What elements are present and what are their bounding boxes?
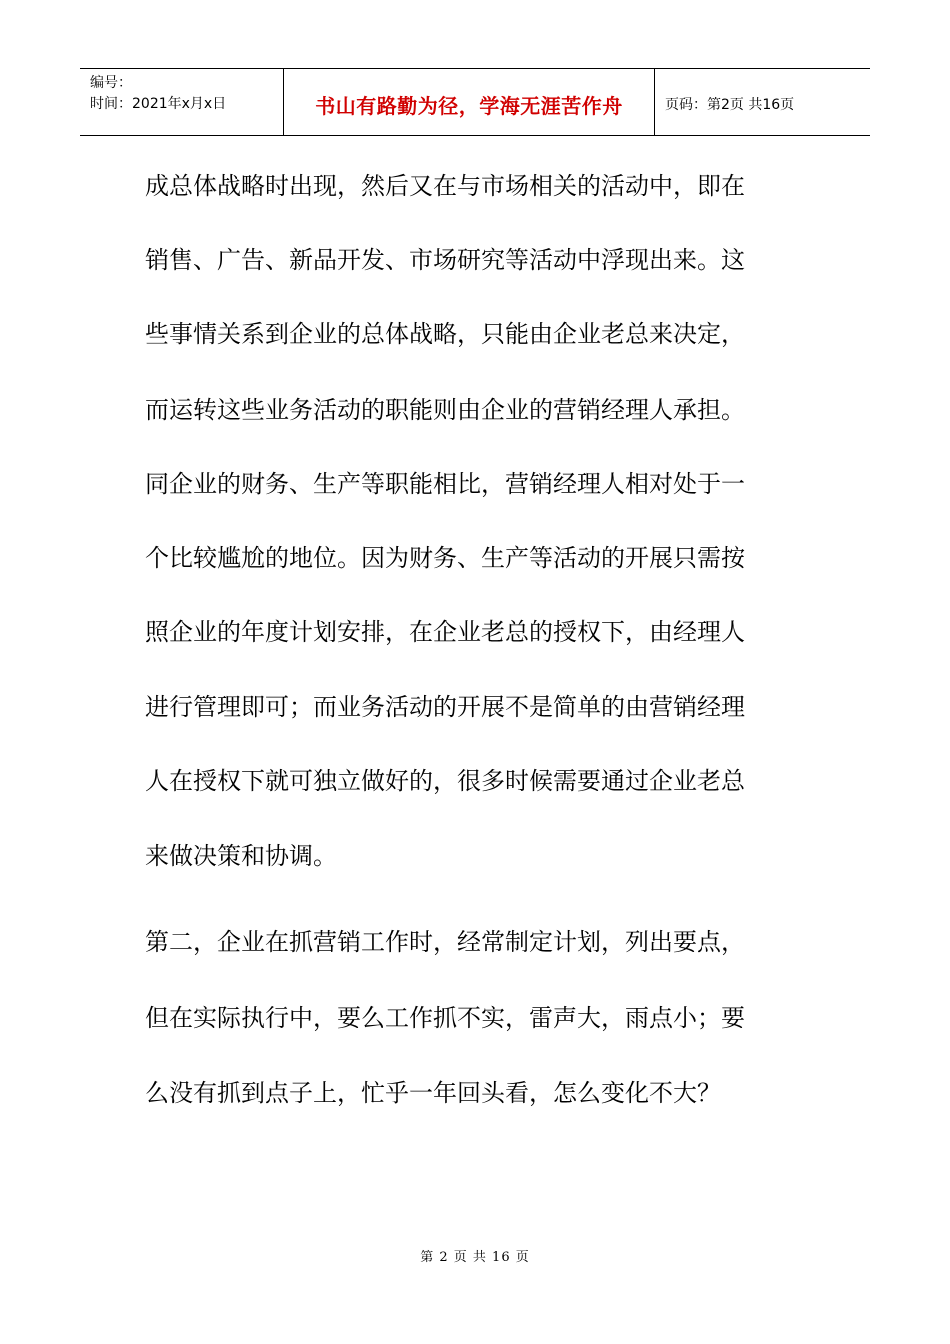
body-line: 么没有抓到点子上，忙乎一年回头看，怎么变化不大？: [145, 1079, 721, 1107]
body-line: 同企业的财务、生产等职能相比，营销经理人相对处于一: [145, 470, 745, 498]
body-line: 人在授权下就可独立做好的，很多时候需要通过企业老总: [145, 767, 745, 795]
body-line: 但在实际执行中，要么工作抓不实，雷声大，雨点小；要: [145, 1004, 745, 1032]
document-header: [80, 68, 870, 136]
body-line: 成总体战略时出现，然后又在与市场相关的活动中，即在: [145, 172, 745, 200]
header-page-code: 页码：第2页 共16页: [665, 97, 795, 113]
body-line: 来做决策和协调。: [145, 842, 337, 870]
body-line: 照企业的年度计划安排，在企业老总的授权下，由经理人: [145, 618, 745, 646]
header-motto: 书山有路勤为径，学海无涯苦作舟: [315, 93, 623, 118]
document-time-label: 时间：2021年x月x日: [90, 96, 227, 112]
body-line: 而运转这些业务活动的职能则由企业的营销经理人承担。: [145, 396, 745, 424]
page-footer: 第 2 页 共 16 页: [420, 1250, 530, 1265]
body-line: 个比较尴尬的地位。因为财务、生产等活动的开展只需按: [145, 544, 745, 572]
header-motto-cell: [283, 69, 655, 135]
body-line: 些事情关系到企业的总体战略，只能由企业老总来决定，: [145, 320, 745, 348]
body-line: 进行管理即可；而业务活动的开展不是简单的由营销经理: [145, 693, 745, 721]
document-number-label: 编号：: [90, 75, 132, 91]
header-meta-cell: [80, 69, 283, 135]
header-page-cell: [655, 69, 870, 135]
body-line: 第二，企业在抓营销工作时，经常制定计划，列出要点，: [145, 928, 745, 956]
body-line: 销售、广告、新品开发、市场研究等活动中浮现出来。这: [145, 246, 745, 274]
